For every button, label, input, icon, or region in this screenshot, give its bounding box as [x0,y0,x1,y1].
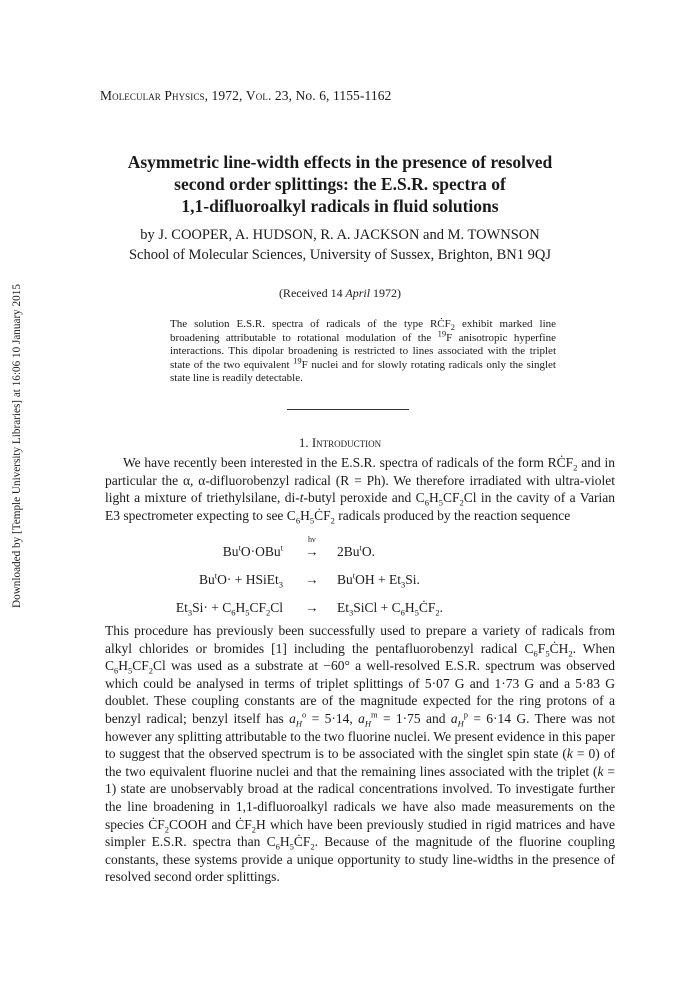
body-text: and in particular the α, α-difluorobenzyl radical (R = Ph). We therefore irradiated with ultra-violet light a mixture of triethylsilane, di- [105,455,615,506]
body-text: = 1) state are unobservably broad at the radical concentrations involved. To investigate further the line broadening in 1,1-difluoroalkyl radicals we have also made measurements on the species ĊF [105,763,615,832]
superscript: t [280,542,283,553]
body-text: ĊF [293,834,311,850]
journal-vol: Vol. [245,88,272,103]
section-heading [60,435,620,451]
body-text: H [300,507,310,523]
superscript: p [463,709,468,720]
download-sidebar [2,240,30,670]
journal-name: Molecular Physics [100,88,205,103]
journal-header [100,88,391,104]
body-text: H which have been previously studied in rigid matrices and have simpler E.S.R. spectra than C [105,816,616,850]
subscript: 2 [265,607,271,618]
paragraph-intro [105,454,615,524]
reaction-arrow: → [305,544,319,559]
italic-text: t [299,490,304,506]
received-open: (Received [278,286,331,300]
abstract-text: The solution E.S.R. spectra of radicals of the type RĊF [170,318,451,330]
superscript: 19 [293,354,302,365]
eq-text: H [404,600,415,615]
journal-issue-pages: 23, No. 6, 1155-1162 [271,88,392,103]
abstract [170,318,556,386]
subscript: 3 [278,579,283,590]
title-line: Asymmetric line-width effects in the presence of resolved [127,152,553,172]
eq-text: Et [337,600,349,615]
subscript: 6 [114,665,119,676]
body-text: = 5·14, [306,710,359,726]
body-text: radicals produced by the reaction sequence [334,507,571,523]
body-text: Cl was used as a substrate at −60° a well-resolved E.S.R. spectrum was observed which could be analysed in terms of triplet splittings of 5·07 G and 1·73 G and a 5·83 G doublet. These coupling constants are of the magnitude expected for the ring protons of a benzyl radical; benzyl itself has [105,658,615,726]
subscript: 6 [424,497,429,508]
subscript: 2 [573,462,578,473]
eq-text: Si· + C [192,600,232,615]
photolysis-label: hν [308,535,316,544]
received-month: April [345,286,371,300]
eq-text: O. [361,544,376,559]
body-text: . When C [105,640,615,674]
subscript: 3 [401,579,406,590]
subscript: 5 [414,607,419,618]
subscript: 2 [330,515,335,526]
eq-text: Bu [222,544,239,559]
body-text: CF [132,658,149,674]
subscript: 6 [400,607,405,618]
abstract-text: F nuclei and for slowly rotating radicals only the singlet state line is readily detectable. [170,358,556,384]
superscript: t [352,570,356,581]
subscript: 6 [295,515,301,526]
paper-title [60,151,620,217]
subscript: 2 [450,322,455,333]
paragraph-results [105,622,615,886]
eq-text: Si. [405,572,420,587]
received-date [60,286,620,301]
subscript: 6 [231,607,236,618]
superscript: t [214,570,218,581]
subscript: 6 [533,648,538,659]
reaction-1-reactants [135,544,283,560]
body-text: H [279,834,290,850]
title-line: second order splittings: the E.S.R. spectra of [174,174,506,194]
abstract-text: exhibit marked line broadening attributable to rotational modulation of the [170,318,557,344]
eq-text: H [235,600,246,615]
reaction-3-products [337,600,443,616]
superscript: t [359,542,362,553]
body-text: ĊH [549,640,569,656]
eq-text: Bu [337,572,353,587]
eq-text: O· + HSiEt [217,572,279,587]
italic-text: k [597,763,604,779]
section-number: 1. [298,435,312,450]
eq-text: Cl [270,600,283,615]
journal-year: , 1972, [204,88,246,103]
body-text: This procedure has previously been successfully used to prepare a variety of radicals from alkyl chlorides or bromides [1] including the pentafluorobenzyl radical C [105,623,615,656]
eq-text: . [439,600,444,615]
subscript: 2 [459,497,464,508]
italic-text: a [289,710,296,726]
italic-text: a [450,710,458,726]
subscript: H [295,718,303,729]
title-line: 1,1-difluoroalkyl radicals in fluid solutions [181,196,499,216]
subscript: 2 [251,824,257,835]
superscript: m [370,709,378,720]
eq-text: OH + Et [355,572,401,587]
abstract-text: F anisotropic hyperfine interactions. This dipolar broadening is restricted to lines associated with the triplet state of the two equivalent [170,331,556,371]
subscript: 2 [148,665,154,676]
subscript: 5 [438,497,443,508]
reaction-2-reactants [135,572,283,588]
body-text: H [428,490,439,506]
subscript: H [364,718,371,729]
body-text: = 6·14 G. There was not however any splitting attributable to the two fluorine nuclei. We present evidence in this paper to suggest that the observed spectrum is to be associated with the singlet spin state ( [105,710,615,762]
subscript: H [457,718,464,729]
subscript: 2 [310,841,315,852]
author-block [60,225,620,265]
subscript: 5 [128,665,133,676]
eq-text: O·OBu [240,544,281,559]
subscript: 2 [568,648,573,659]
italic-text: k [566,746,573,762]
subscript: 5 [309,515,315,526]
eq-text: ĊF [418,600,436,615]
subscript: 2 [164,824,170,835]
affiliation: School of Molecular Sciences, University of Sussex, Brighton, BN1 9QJ [128,247,552,263]
eq-text: SiCl + C [353,600,401,615]
body-text: ĊF [314,507,331,523]
subscript: 5 [289,841,294,852]
reaction-3-reactants [118,600,283,616]
received-day: 14 [330,286,343,300]
body-text: -butyl peroxide and C [303,490,425,506]
download-note: Downloaded by [Temple University Libraries] at 16:06 10 January 2015 [11,284,23,608]
subscript: 5 [545,648,550,659]
section-title: Introduction [311,435,382,450]
subscript: 2 [435,607,440,618]
body-text: . Because of the magnitude of the fluorine coupling constants, these systems provide a unique opportunity to study line-widths in the presence of resolved second order splittings. [105,834,615,885]
subscript: 6 [275,841,280,852]
reaction-arrow: → [305,572,319,587]
superscript: o [302,709,307,720]
superscript: 19 [437,327,447,338]
eq-text: CF [249,600,266,615]
received-year: 1972) [373,286,402,300]
body-text: COOH and ĊF [169,816,252,832]
eq-text: Bu [198,572,215,587]
eq-text: Et [175,600,188,615]
italic-text: a [358,710,365,726]
eq-text: 2Bu [337,544,360,559]
reaction-2-products [337,572,420,588]
reaction-arrow: → [305,600,319,615]
body-text: H [118,658,129,674]
body-text: F [537,640,546,656]
body-text: = 0) of the two equivalent fluorine nuclei and that the remaining lines associated with the triplet ( [105,746,615,779]
author-list: by J. COOPER, A. HUDSON, R. A. JACKSON and M. TOWNSON [140,227,540,243]
body-text: Cl in the cavity of a Varian E3 spectrometer expecting to see C [105,490,615,523]
body-text: CF [442,490,460,506]
body-text: = 1·75 and [377,710,451,726]
superscript: t [238,542,241,553]
section-divider [287,409,409,410]
subscript: 5 [245,607,250,618]
body-text: We have recently been interested in the E.S.R. spectra of radicals of the form RĊF [123,455,574,470]
subscript: 3 [187,607,193,618]
subscript: 3 [349,607,354,618]
reaction-1-products [337,544,375,560]
